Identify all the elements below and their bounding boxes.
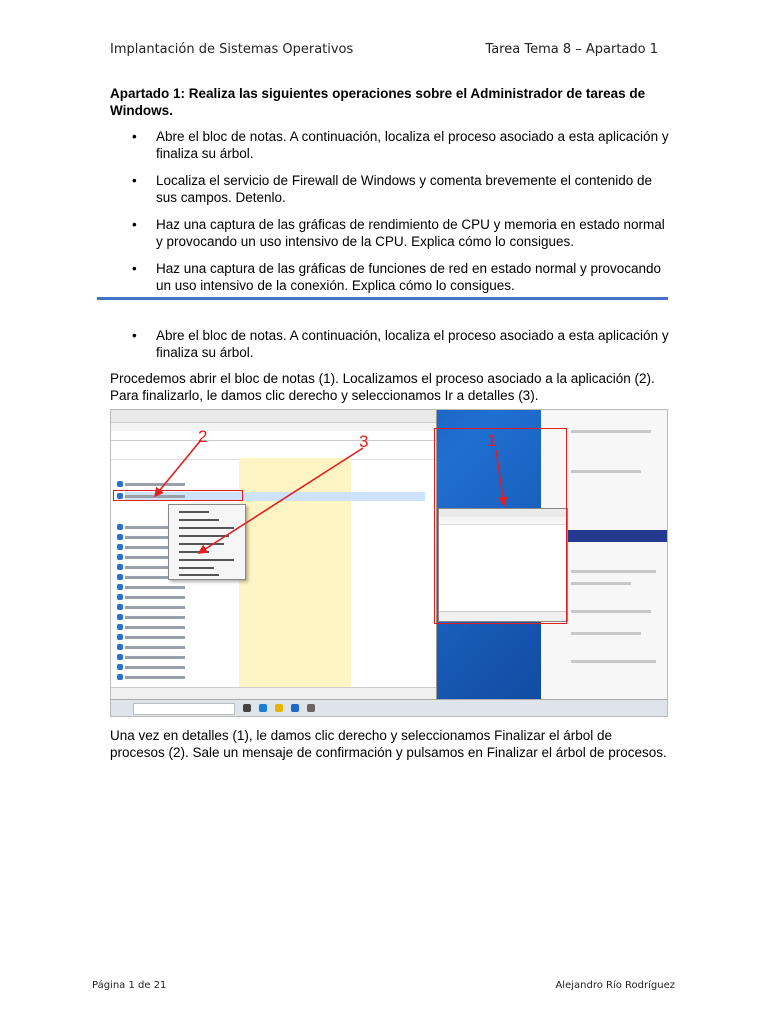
task-list — [110, 128, 670, 304]
bullet-glyph: • — [132, 261, 137, 276]
footer-author: Alejandro Río Rodríguez — [555, 980, 675, 991]
header-course-title: Implantación de Sistemas Operativos — [110, 42, 354, 57]
task-text: Haz una captura de las gráficas de funciones de red en estado normal y provocando un uso intensivo de la conexión. Explica cómo lo consigues. — [156, 261, 662, 293]
bullet-glyph: • — [132, 129, 137, 144]
task-text: Haz una captura de las gráficas de rendimiento de CPU y memoria en estado normal y provocando un uso intensivo de la CPU. Explica cómo lo consigues. — [156, 217, 665, 249]
task-manager-screenshot — [110, 409, 668, 717]
annotation-arrows — [111, 410, 667, 716]
list-item — [110, 172, 670, 206]
bullet-glyph: • — [132, 328, 137, 343]
list-item — [110, 128, 670, 162]
marker-1: 1 — [487, 431, 497, 450]
bullet-glyph: • — [132, 173, 137, 188]
section-bullet-list — [110, 327, 670, 371]
list-item — [110, 260, 670, 294]
task-text: Abre el bloc de notas. A continuación, localiza el proceso asociado a esta aplicación y finaliza su árbol. — [156, 129, 669, 161]
marker-3: 3 — [359, 432, 369, 451]
section-divider — [97, 297, 668, 300]
footer-page-number: Página 1 de 21 — [92, 980, 167, 991]
arrow-2 — [155, 440, 201, 496]
task-text: Localiza el servicio de Firewall de Windows y comenta brevemente el contenido de sus campos. Detenlo. — [156, 173, 652, 205]
bullet-glyph: • — [132, 217, 137, 232]
paragraph-procedure: Procedemos abrir el bloc de notas (1). Localizamos el proceso asociado a la aplicación (2). Para finalizarlo, le damos clic derecho y seleccionamos Ir a detalles (3). — [110, 371, 655, 403]
marker-2: 2 — [198, 427, 208, 446]
arrow-1 — [496, 450, 504, 505]
section-heading: Apartado 1: Realiza las siguientes operaciones sobre el Administrador de tareas de Windows. — [110, 86, 646, 118]
paragraph-details: Una vez en detalles (1), le damos clic derecho y seleccionamos Finalizar el árbol de procesos (2). Sale un mensaje de confirmación y pulsamos en Finalizar el árbol de procesos. — [110, 728, 667, 760]
list-item — [110, 216, 670, 250]
list-item — [110, 327, 670, 361]
section-bullet-text: Abre el bloc de notas. A continuación, localiza el proceso asociado a esta aplicación y finaliza su árbol. — [156, 328, 669, 360]
arrow-3 — [199, 448, 363, 553]
header-task-title: Tarea Tema 8 – Apartado 1 — [485, 42, 658, 57]
